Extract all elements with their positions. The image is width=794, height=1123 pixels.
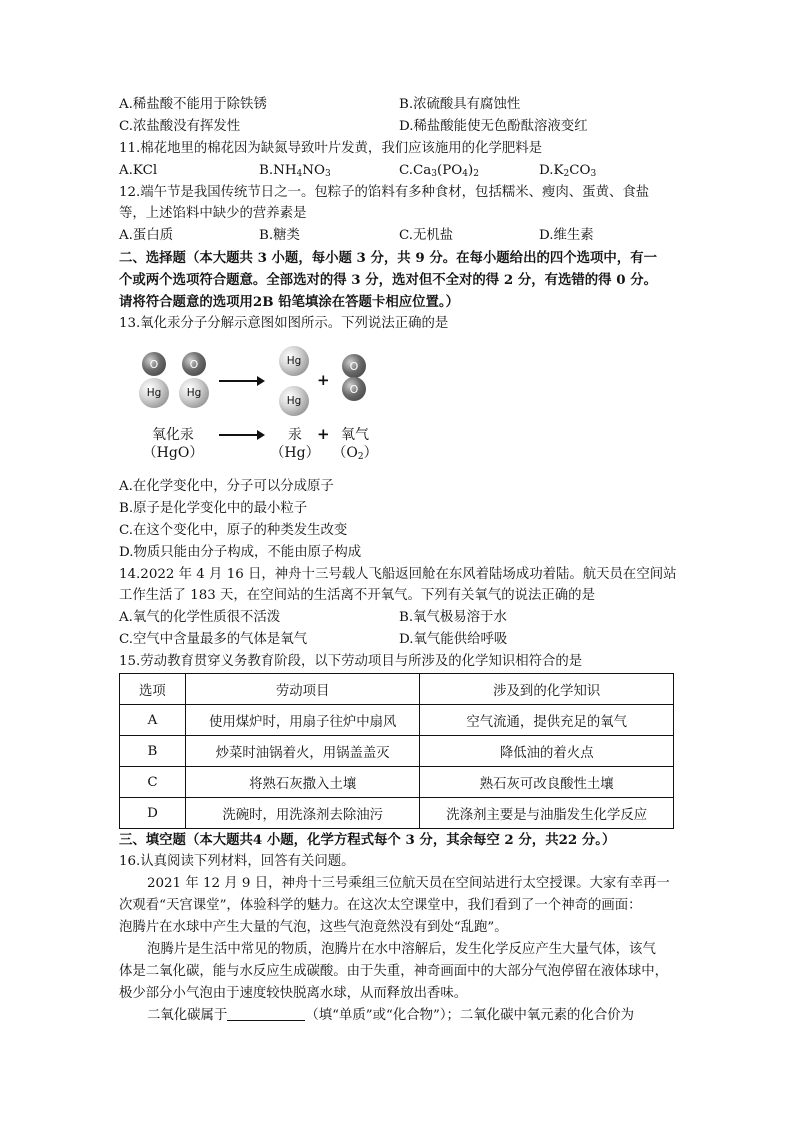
q16-stem: 16.认真阅读下列材料，回答有关问题。 — [119, 854, 355, 869]
table-cell-knowledge: 洗涤剂主要是与油脂发生化学反应 — [420, 798, 674, 829]
hgo-name: 氧化汞 — [152, 427, 194, 443]
q14-option-c: C.空气中含量最多的气体是氧气 — [119, 632, 308, 647]
q16-question-suffix: （填“单质”或“化合物”）；二氧化碳中氧元素的化合价为 — [305, 1008, 635, 1023]
q11-d-text: D.K — [539, 163, 564, 178]
q11-option-b — [259, 161, 331, 181]
q13-option-b: B.原子是化学变化中的最小粒子 — [119, 501, 308, 516]
q11-c-text2: (PO — [437, 163, 463, 178]
oxygen-atom: O — [142, 352, 166, 376]
q16-paragraph2-line2: 体是二氧化碳，能与水反应生成碳酸。由于失重，神奇画面中的大部分气泡停留在液体球中， — [119, 964, 669, 979]
hgo-formula: （HgO） — [142, 445, 204, 461]
q11-b-text2: NO — [302, 163, 325, 178]
q13-option-d: D.物质只能由分子构成，不能由原子构成 — [119, 545, 362, 560]
oxygen-atom: O — [342, 354, 366, 378]
q12-stem-line1: 12.端午节是我国传统节日之一。包粽子的馅料有多种食材，包括糯米、瘦肉、蛋黄、食盐 — [119, 185, 650, 200]
q11-c-text3: ) — [467, 163, 474, 178]
table-cell-option: C — [120, 767, 186, 798]
q10-option-b: B.浓硫酸具有腐蚀性 — [399, 97, 521, 112]
hg-name: 汞 — [288, 427, 302, 443]
q10-option-c: C.浓盐酸没有挥发性 — [119, 119, 241, 134]
table-cell-activity: 将熟石灰撒入土壤 — [185, 767, 420, 798]
table-row — [120, 705, 674, 736]
table-cell-activity: 洗碗时，用洗涤剂去除油污 — [185, 798, 420, 829]
q11-c-text: C.Ca — [399, 163, 432, 178]
mercury-atom: Hg — [279, 386, 309, 416]
table-cell-option: B — [120, 736, 186, 767]
q16-question-prefix: 二氧化碳属于 — [147, 1008, 228, 1023]
q11-c-sub1: 3 — [431, 169, 437, 179]
o2-formula-post: ） — [363, 445, 378, 461]
mercury-oxide-decomposition-figure — [119, 342, 381, 468]
q11-b-sub2: 3 — [324, 169, 331, 179]
table-header-cell: 选项 — [120, 674, 186, 705]
table-row — [120, 798, 674, 829]
q11-option-d — [539, 161, 596, 181]
q11-c-sub3: 2 — [473, 169, 479, 179]
q16-paragraph1-line2: 次观看“天宫课堂”，体验科学的魅力。在这次太空课堂中，我们看到了一个神奇的画面： — [119, 898, 642, 913]
reaction-arrow — [219, 434, 263, 436]
q13-option-a: A.在化学变化中，分子可以分成原子 — [119, 479, 334, 494]
q16-question-line — [147, 1006, 634, 1026]
labor-knowledge-table — [119, 673, 674, 829]
table-header-cell: 劳动项目 — [185, 674, 420, 705]
section3-header: 三、填空题（本大题共4 小题，化学方程式每个 3 分，其余每空 2 分，共22 分。） — [119, 832, 616, 848]
q11-stem: 11.棉花地里的棉花因为缺氮导致叶片发黄，我们应该施用的化学肥料是 — [119, 141, 543, 156]
mercury-atom: Hg — [139, 378, 169, 408]
q11-b-text: B.NH — [259, 163, 297, 178]
answer-blank[interactable] — [227, 1006, 305, 1021]
o2-label — [329, 426, 381, 462]
plus-sign: + — [317, 425, 330, 443]
q13-stem: 13.氧化汞分子分解示意图如图所示。下列说法正确的是 — [119, 316, 449, 331]
table-cell-knowledge: 熟石灰可改良酸性土壤 — [420, 767, 674, 798]
q11-option-c — [399, 161, 479, 181]
hgo-label — [137, 426, 209, 462]
q12-stem-line2: 等，上述馅料中缺少的营养素是 — [119, 206, 307, 221]
q12-option-b: B.糖类 — [259, 228, 300, 243]
q16-paragraph1-line3: 泡腾片在水球中产生大量的气泡，这些气泡竟然没有到处“乱跑”。 — [119, 920, 508, 935]
q12-option-c: C.无机盐 — [399, 228, 454, 243]
oxygen-atom: O — [182, 352, 206, 376]
o2-formula — [329, 444, 381, 462]
q11-d-sub2: 3 — [590, 169, 597, 179]
oxygen-atom: O — [342, 377, 366, 401]
table-cell-knowledge: 降低油的着火点 — [420, 736, 674, 767]
q12-option-a: A.蛋白质 — [119, 228, 174, 243]
o2-formula-pre: （O — [332, 445, 358, 461]
section2-line3: 请将符合题意的选项用2B 铅笔填涂在答题卡相应位置。） — [119, 294, 459, 310]
table-row — [120, 767, 674, 798]
q16-paragraph1-line1: 2021 年 12 月 9 日，神舟十三号乘组三位航天员在空间站进行太空授课。大家有幸再一 — [147, 876, 670, 891]
q15-stem: 15.劳动教育贯穿义务教育阶段，以下劳动项目与所涉及的化学知识相符合的是 — [119, 654, 583, 669]
q13-option-c: C.在这个变化中，原子的种类发生改变 — [119, 523, 348, 538]
table-cell-knowledge: 空气流通，提供充足的氧气 — [420, 705, 674, 736]
table-cell-option: D — [120, 798, 186, 829]
reaction-arrow — [219, 380, 263, 382]
q10-option-a: A.稀盐酸不能用于除铁锈 — [119, 97, 267, 112]
hg-label — [269, 426, 321, 462]
o2-formula-sub: 2 — [357, 452, 364, 462]
o2-name: 氧气 — [341, 427, 369, 443]
table-header-cell: 涉及到的化学知识 — [420, 674, 674, 705]
q11-b-sub1: 4 — [296, 169, 303, 179]
q12-option-d: D.维生素 — [539, 228, 594, 243]
section2-line2: 个或两个选项符合题意。全部选对的得 3 分，选对但不全对的得 2 分，有选错的得 0 分。 — [119, 272, 657, 288]
q14-stem-line2: 工作生活了 183 天，在空间站的生活离不开氧气。下列有关氧气的说法正确的是 — [119, 588, 595, 603]
hg-formula: （Hg） — [270, 445, 320, 461]
section2-line1: 二、选择题（本大题共 3 小题，每小题 3 分，共 9 分。在每小题给出的四个选项中，有一 — [119, 250, 657, 266]
mercury-atom: Hg — [179, 378, 209, 408]
q16-paragraph2-line3: 极少部分小气泡由于速度较快脱离水球，从而释放出香味。 — [119, 986, 468, 1001]
table-row — [120, 736, 674, 767]
table-cell-option: A — [120, 705, 186, 736]
q14-option-d: D.氧气能供给呼吸 — [399, 632, 508, 647]
q11-c-sub2: 4 — [462, 169, 468, 179]
table-cell-activity: 使用煤炉时，用扇子往炉中扇风 — [185, 705, 420, 736]
q11-d-sub1: 2 — [563, 169, 570, 179]
table-cell-activity: 炒菜时油锅着火，用锅盖盖灭 — [185, 736, 420, 767]
q14-option-b: B.氧气极易溶于水 — [399, 610, 507, 625]
q10-option-d: D.稀盐酸能使无色酚酞溶液变红 — [399, 119, 588, 134]
mercury-atom: Hg — [279, 346, 309, 376]
q16-paragraph2-line1: 泡腾片是生活中常见的物质，泡腾片在水中溶解后，发生化学反应产生大量气体，该气 — [147, 942, 656, 957]
q11-d-text2: CO — [569, 163, 591, 178]
table-header-row — [120, 674, 674, 705]
q14-stem-line1: 14.2022 年 4 月 16 日，神舟十三号载人飞船返回舱在东风着陆场成功着陆。航天员在空间站 — [119, 567, 677, 582]
q14-option-a: A.氧气的化学性质很不活泼 — [119, 610, 281, 625]
q11-option-a: A.KCl — [119, 163, 158, 178]
plus-sign: + — [317, 371, 330, 389]
